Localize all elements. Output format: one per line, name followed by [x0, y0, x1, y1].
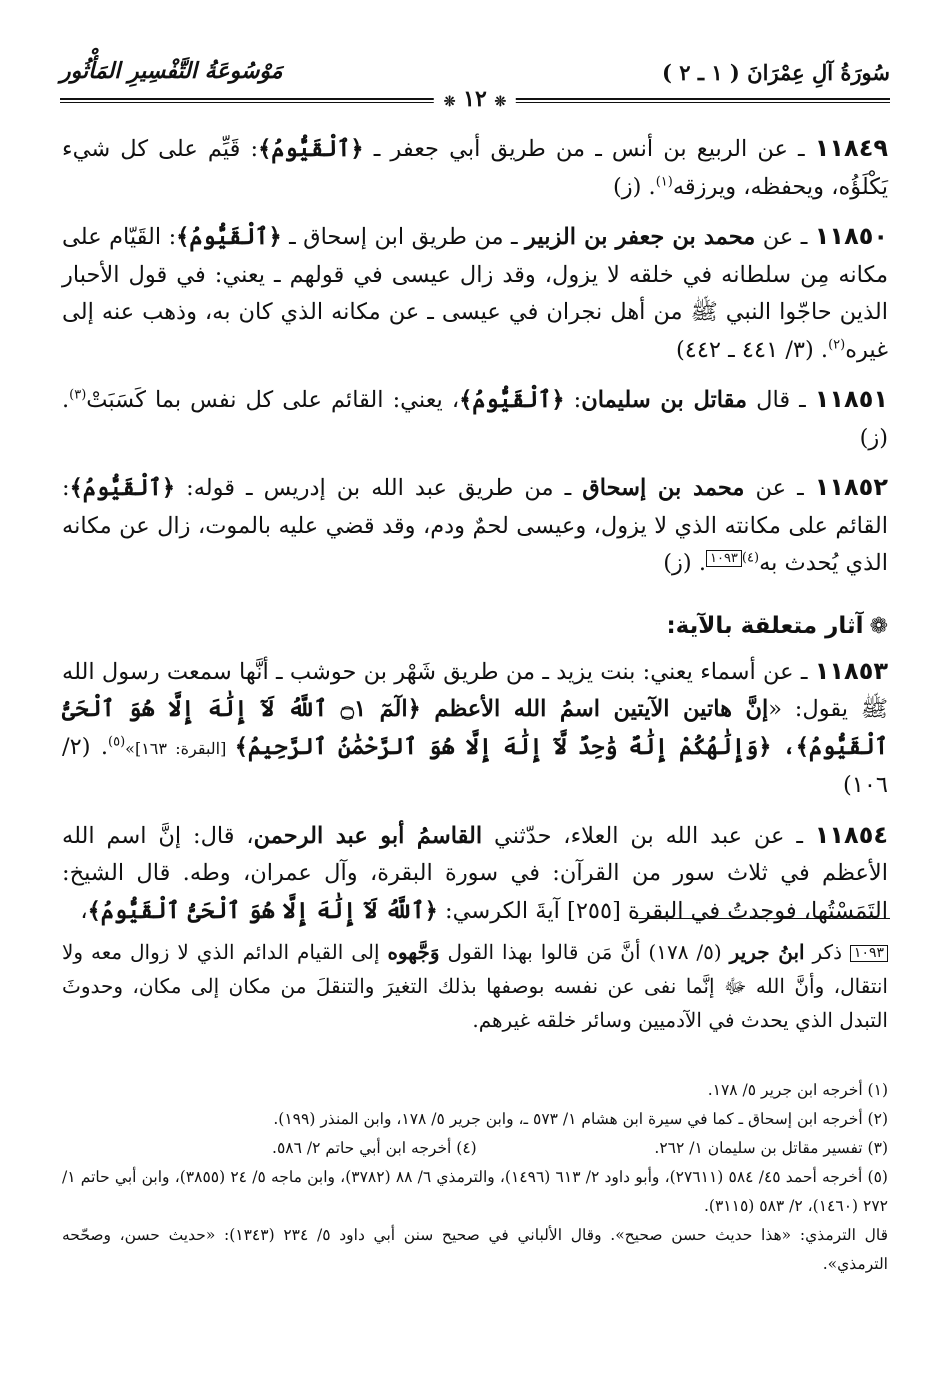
quran-quote: ﴿ٱلْقَيُّومُ﴾ — [459, 387, 565, 413]
entry-tail: . (٣/ ٤٤١ ـ ٤٤٢) — [675, 336, 829, 363]
entry-11852 — [62, 469, 888, 583]
flower-ornament-icon: ❁ — [869, 613, 888, 639]
entry-text: ـ عن — [755, 224, 815, 250]
entry-text: : — [564, 387, 582, 413]
footnotes — [62, 1076, 888, 1279]
hadith-text: إنَّ هاتين الآيتين اسمُ الله الأعظم — [434, 696, 769, 722]
commentary-note — [62, 935, 888, 1037]
entry-text: : قَيِّم على كل شيء يَكْلَؤُه، ويحفظه، ويرزقه — [62, 136, 888, 200]
entry-text: ـ من طريق عبد الله بن إدريس ـ قوله: — [175, 475, 583, 501]
commentary-number-box: ١٠٩٣ — [850, 945, 888, 962]
entry-text: ـ قال — [747, 387, 815, 413]
surah-title: سُورَةُ آلِ عِمْرَانَ ( ١ ـ ٢ ) — [662, 60, 890, 85]
ornament-icon: ❊ — [494, 94, 507, 110]
entry-text: : القائم على مكانته الذي لا يزول، وعيسى لحمٌ ودم، وقد قضي عليه بالموت، زال عن مكانه الذي يُحدث به — [62, 475, 888, 576]
quran-quote: ﴿ٱلْقَيُّومُ﴾ — [258, 136, 364, 162]
narrator-name: محمد بن جعفر بن الزبير — [525, 224, 756, 250]
footnote-row-3-4 — [62, 1134, 888, 1163]
note-bold: وَجَّهوه — [387, 940, 440, 964]
footnote-4: (٤) أخرجه ابن أبي حاتم ٢/ ٥٨٦. — [272, 1139, 477, 1157]
entry-tail: ، — [80, 897, 88, 924]
entry-tail: . (٢/ ١٠٦) — [62, 733, 888, 798]
page-header — [60, 58, 890, 112]
entry-text: ، قال: إنَّ اسم الله الأعظم في ثلاث سور من القرآن: في سورة البقرة، وآل عمران، وطه. قال الشيخ: التَمَسْتُها، فوجدتُ في البقرة [٢٥٥] آيةَ الكرسي: — [62, 822, 888, 924]
verse-ref: [البقرة: ١٦٣]» — [125, 738, 235, 758]
narrator-name: القاسمُ أبو عبد الرحمن — [253, 822, 483, 849]
footnote-ref[interactable]: (٥) — [108, 734, 126, 749]
entry-tail: . (ز) — [612, 173, 656, 200]
entry-number: ١١٨٥٠ — [814, 222, 889, 250]
quran-quote: ﴿ٱلْقَيُّومُ﴾ — [176, 224, 282, 250]
page-number-block — [434, 86, 516, 112]
footnote-2: (٢) أخرجه ابن إسحاق ـ كما في سيرة ابن هشام ١/ ٥٧٣ ـ، وابن جرير ٥/ ١٧٨، وابن المنذر (١٩٩). — [273, 1110, 888, 1128]
entry-11851 — [62, 381, 888, 457]
book-title: مَوْسُوعَةُ التَّفْسِيرِ المَأْثُور — [60, 58, 283, 84]
footnote-ref[interactable]: (٤) — [741, 550, 760, 566]
entry-text: ـ عن — [744, 475, 815, 501]
footnote-ref[interactable]: (١) — [655, 174, 673, 189]
footnote-6: قال الترمذي: «هذا حديث حسن صحيح». وقال الألباني في صحيح سنن أبي داود ٥/ ٢٣٤ (١٣٤٣): «حديث حسن، وصحّحه الترمذي». — [62, 1226, 888, 1273]
quran-quote: ﴿الٓمٓ ۝١ ٱللَّهُ لَآ إِلَٰهَ إِلَّا هُوَ ٱلْحَىُّ ٱلْقَيُّومُ﴾، ﴿وَإِلَٰهُكُمْ إِلَٰهٌ وَٰحِدٌ لَّآ إِلَٰهَ إِلَّا هُوَ ٱلرَّحْمَٰنُ ٱلرَّحِيمُ﴾ — [62, 696, 888, 760]
entry-number: ١١٨٥١ — [814, 385, 888, 413]
entry-number: ١١٨٥٣ — [814, 656, 888, 685]
scholar-name: ابنُ جرير — [729, 940, 805, 964]
entry-11854 — [62, 817, 888, 931]
entry-text: ـ عن الربيع بن أنس ـ من طريق أبي جعفر ـ — [363, 136, 815, 162]
narrator-name: محمد بن إسحاق — [582, 475, 745, 501]
entry-text: ـ عن عبد الله بن العلاء، حدّثني — [482, 822, 815, 849]
section-heading — [62, 613, 888, 639]
footnote-ref[interactable]: (٣) — [69, 387, 87, 403]
narrator-name: مقاتل بن سليمان — [581, 387, 748, 413]
footnote-5: (٥) أخرجه أحمد ٤٥/ ٥٨٤ (٢٧٦١١)، وأبو داود ٢/ ٦١٣ (١٤٩٦)، والترمذي ٦/ ٨٨ (٣٧٨٢)، وابن ماجه ٥/ ٢٤ (٣٨٥٥)، وابن أبي حاتم ١/ ٢٧٢ (١٤٦٠)، ٢/ ٥٨٣ (٣١١٥). — [62, 1168, 888, 1215]
entry-number: ١١٨٥٢ — [814, 473, 888, 501]
entry-tail: . (ز) — [62, 387, 888, 451]
entry-number: ١١٨٥٤ — [814, 820, 888, 849]
footnote-1: (١) أخرجه ابن جرير ٥/ ١٧٨. — [707, 1081, 888, 1099]
note-text: ذكر — [804, 940, 850, 964]
entry-text: ـ عن أسماء يعني: بنت يزيد ـ من طريق شَهْر بن حوشب ـ أنَّها سمعت رسول الله ﷺ يقول: « — [62, 658, 889, 722]
entry-number: ١١٨٤٩ — [814, 134, 888, 162]
note-text: إلى القيام الدائم الذي لا زوال معه ولا انتقال، وأنَّ الله ﷻ إنَّما نفى عن نفسه بوصفها بذلك التغيرَ والتنقلَ من مكان إلى مكان، وحدوثَ التبدل الذي يحدث في الآدميين وسائر خلقه غيرهم. — [62, 940, 888, 1032]
footnote-separator — [632, 918, 890, 919]
note-text: (٥/ ١٧٨) أنَّ مَن قالوا بهذا القول — [439, 940, 730, 964]
entry-tail: . (ز) — [663, 550, 706, 576]
main-text — [62, 130, 888, 942]
page-number: ١٢ — [463, 86, 487, 112]
footnote-ref[interactable]: (٢) — [828, 337, 846, 352]
entry-11849 — [62, 130, 888, 206]
entry-11853 — [62, 653, 888, 805]
entry-text: ، يعني: القائم على كل نفس بما كَسَبَتْ — [86, 387, 460, 413]
ornament-icon: ❊ — [443, 94, 456, 110]
entry-text: : القَيّام على مكانه مِن سلطانه في خلقه لا يزول، وقد زال عيسى في قولهم ـ يعني: في قول الأحبار الذين حاجّوا النبي ﷺ من أهل نجران في عيسى ـ عن مكانه الذي كان به، وذهب عنه إلى غيره — [62, 224, 888, 363]
quran-quote: ﴿ٱللَّهُ لَآ إِلَٰهَ إِلَّا هُوَ ٱلْحَىُّ ٱلْقَيُّومُ﴾ — [87, 897, 438, 924]
commentary-ref-box[interactable]: ١٠٩٣ — [706, 550, 742, 567]
entry-11850 — [62, 218, 888, 369]
section-heading-text: آثار متعلقة بالآية: — [666, 612, 864, 639]
entry-text: ـ من طريق ابن إسحاق ـ — [281, 224, 526, 250]
footnote-3: (٣) تفسير مقاتل بن سليمان ١/ ٢٦٢. — [654, 1139, 888, 1157]
quran-quote: ﴿ٱلْقَيُّومُ﴾ — [69, 475, 176, 501]
